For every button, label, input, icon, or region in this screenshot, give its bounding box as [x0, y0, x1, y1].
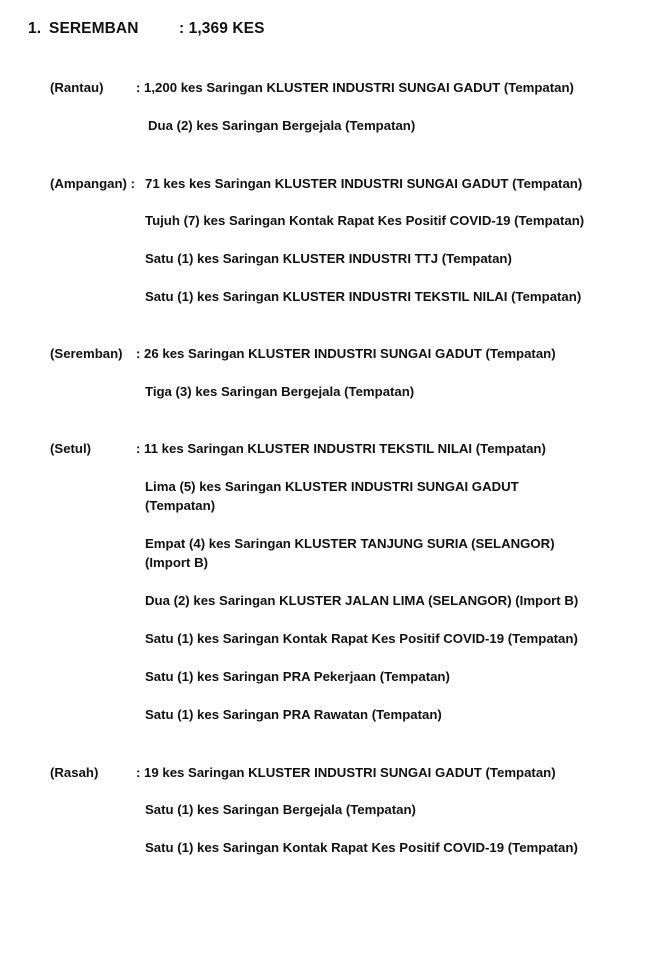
area-label-seremban: (Seremban) — [50, 346, 123, 361]
case-line: Lima (5) kes Saringan KLUSTER INDUSTRI SUNGAI GADUT — [145, 479, 519, 494]
case-line: Dua (2) kes Saringan KLUSTER JALAN LIMA (SELANGOR) (Import B) — [145, 593, 579, 608]
district-number: 1. — [28, 20, 42, 37]
area-label-rantau: (Rantau) — [50, 80, 104, 95]
case-line-continuation: (Tempatan) — [145, 498, 216, 513]
case-line: Satu (1) kes Saringan Kontak Rapat Kes Positif COVID-19 (Tempatan) — [145, 631, 578, 646]
district-name: SEREMBAN — [49, 20, 139, 37]
case-line: Dua (2) kes Saringan Bergejala (Tempatan) — [148, 118, 416, 133]
case-line: Satu (1) kes Saringan Bergejala (Tempatan) — [145, 802, 416, 817]
case-line: Tiga (3) kes Saringan Bergejala (Tempatan) — [145, 384, 415, 399]
case-line: Satu (1) kes Saringan PRA Rawatan (Tempatan) — [145, 707, 442, 722]
case-line: Empat (4) kes Saringan KLUSTER TANJUNG SURIA (SELANGOR) — [145, 536, 555, 551]
area-label-rasah: (Rasah) — [50, 765, 99, 780]
area-label-setul: (Setul) — [50, 441, 92, 456]
case-line: : 1,200 kes Saringan KLUSTER INDUSTRI SUNGAI GADUT (Tempatan) — [136, 80, 574, 95]
case-line-continuation: (Import B) — [145, 555, 208, 570]
case-line: Satu (1) kes Saringan Kontak Rapat Kes Positif COVID-19 (Tempatan) — [145, 840, 578, 855]
case-line: : 11 kes Saringan KLUSTER INDUSTRI TEKSTIL NILAI (Tempatan) — [136, 441, 546, 456]
case-line: 71 kes kes Saringan KLUSTER INDUSTRI SUNGAI GADUT (Tempatan) — [145, 176, 583, 191]
case-line: Satu (1) kes Saringan KLUSTER INDUSTRI TTJ (Tempatan) — [145, 251, 512, 266]
area-label-ampangan: (Ampangan) : — [50, 176, 135, 191]
case-line: Satu (1) kes Saringan PRA Pekerjaan (Tempatan) — [145, 669, 450, 684]
case-line: : 26 kes Saringan KLUSTER INDUSTRI SUNGAI GADUT (Tempatan) — [136, 346, 556, 361]
case-line: Satu (1) kes Saringan KLUSTER INDUSTRI TEKSTIL NILAI (Tempatan) — [145, 289, 582, 304]
case-line: : 19 kes Saringan KLUSTER INDUSTRI SUNGAI GADUT (Tempatan) — [136, 765, 556, 780]
district-case-count: : 1,369 KES — [179, 20, 265, 37]
case-line: Tujuh (7) kes Saringan Kontak Rapat Kes Positif COVID-19 (Tempatan) — [145, 213, 585, 228]
